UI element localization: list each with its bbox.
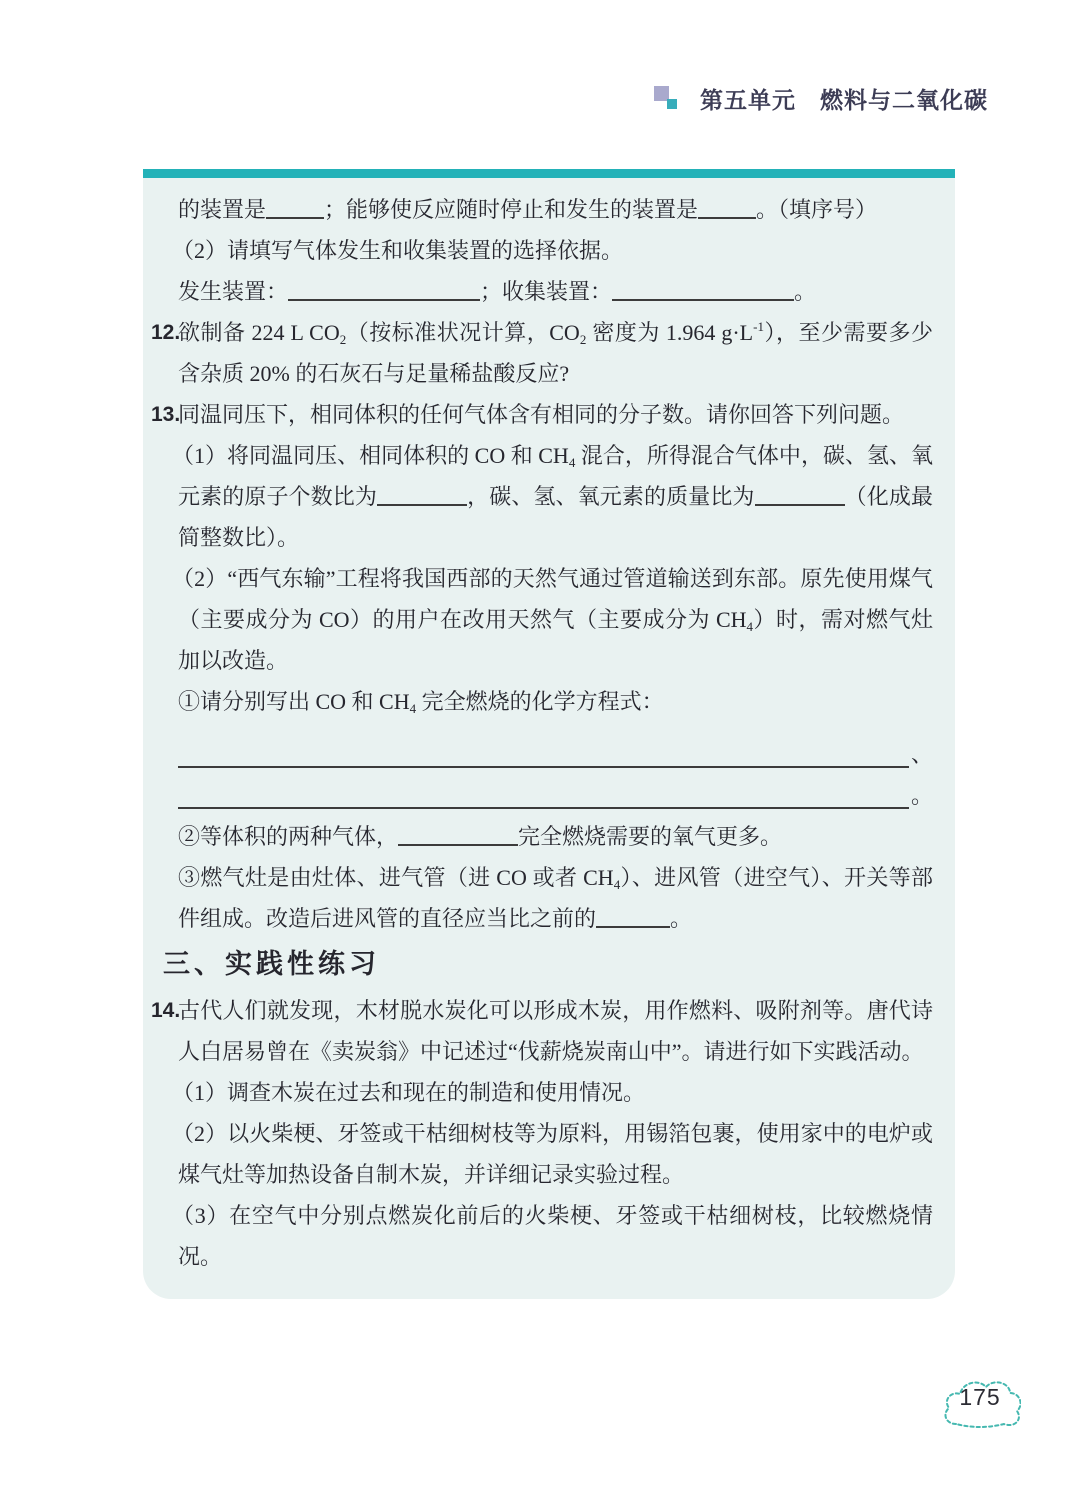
unit-marker-icon (654, 86, 680, 112)
blank-field (612, 282, 794, 301)
subscript: 4 (746, 619, 754, 634)
text-run: （1）调查木炭在过去和现在的制造和使用情况。 (172, 1080, 646, 1105)
paragraph (178, 271, 933, 312)
paragraph (178, 681, 933, 722)
text-run: ；能够使反应随时停止和发生的装置是 (324, 197, 699, 222)
text-run: 。 (670, 906, 693, 931)
paragraph (172, 435, 933, 558)
paragraph (172, 558, 933, 681)
blank-field (288, 282, 480, 301)
page-number-cloud (939, 1375, 1021, 1435)
answer-line (178, 775, 933, 816)
blank-field (755, 487, 845, 506)
text-run: ②等体积的两种气体， (178, 824, 399, 849)
unit-label: 第五单元 (700, 87, 796, 113)
unit-title: 燃料与二氧化碳 (820, 87, 988, 113)
paragraph (172, 1072, 933, 1113)
subscript: 4 (409, 701, 417, 716)
text-run: 完全燃烧需要的氧气更多。 (518, 824, 783, 849)
paragraph (178, 189, 933, 230)
text-run: 完全燃烧的化学方程式： (416, 689, 664, 714)
paragraph (178, 816, 933, 857)
text-run: 密度为 1.964 g·L (586, 320, 754, 345)
blank-field (698, 200, 756, 219)
answer-rule (178, 766, 909, 768)
answer-line-tail: 、 (910, 742, 933, 767)
paragraph (172, 1195, 933, 1277)
question-item (151, 394, 933, 435)
running-head (654, 82, 988, 115)
text-run: （按标准状况计算，CO (346, 320, 580, 345)
text-run: ，碳、氢、氧元素的质量比为 (467, 484, 755, 509)
question-item (151, 990, 933, 1072)
blank-field (377, 487, 467, 506)
subscript: 2 (339, 332, 347, 347)
text-run: ；收集装置： (480, 279, 613, 304)
answer-line-tail: 。 (910, 783, 933, 808)
square-teal-icon (667, 99, 677, 109)
text-run: ）时，需对燃气灶加以改造。 (178, 607, 933, 673)
text-run: 。（填序号） (756, 197, 878, 222)
paragraph (178, 857, 933, 939)
blank-field (596, 909, 670, 928)
superscript: -1 (753, 319, 764, 334)
text-run: ）、进风管（进空气）、开关等部件组成。改造后进风管的直径应当比之前的 (178, 865, 933, 931)
paragraph (172, 230, 933, 271)
panel-top-bar (143, 169, 955, 178)
paragraph (172, 1113, 933, 1195)
question-item (151, 312, 934, 394)
text-run: 发生装置： (178, 279, 289, 304)
question-number: 13. (151, 403, 181, 426)
text-run: 。 (794, 279, 817, 304)
text-run: （1）将同温同压、相同体积的 CO 和 CH (172, 443, 569, 468)
text-run: （3）在空气中分别点燃炭化前后的火柴梗、牙签或干枯细树枝，比较燃烧情况。 (172, 1203, 933, 1269)
exercise-panel (143, 169, 955, 1299)
blank-field (266, 200, 324, 219)
text-run: （2）以火柴梗、牙签或干枯细树枝等为原料，用锡箔包裹，使用家中的电炉或煤气灶等加热设备自制木炭，并详细记录实验过程。 (172, 1121, 933, 1187)
blank-field (398, 827, 518, 846)
subscript: 4 (613, 877, 621, 892)
answer-rule (178, 807, 909, 809)
text-run: ①请分别写出 CO 和 CH (178, 689, 410, 714)
text-run: （2）请填写气体发生和收集装置的选择依据。 (172, 238, 624, 263)
text-run: 古代人们就发现，木材脱水炭化可以形成木炭，用作燃料、吸附剂等。唐代诗人白居易曾在《卖炭翁》中记述过“伐薪烧炭南山中”。请进行如下实践活动。 (178, 998, 933, 1064)
exercise-content (143, 178, 955, 1283)
section-heading: 三、实践性练习 (163, 949, 380, 979)
text-run: 欲制备 224 L CO (178, 320, 340, 345)
text-run: （化成最简整数比）。 (178, 484, 933, 550)
question-number: 12. (151, 321, 181, 344)
text-run: ③燃气灶是由灶体、进气管（进 CO 或者 CH (178, 865, 614, 890)
text-run: 混合，所得混合气体中，碳、氢、氧元素的原子个数比为 (178, 443, 933, 509)
text-run: （2）“西气东输”工程将我国西部的天然气通过管道输送到东部。原先使用煤气（主要成分为 CO）的用户在改用天然气（主要成分为 CH (172, 566, 933, 632)
question-number: 14. (151, 999, 181, 1022)
text-run: 的装置是 (178, 197, 267, 222)
subscript: 4 (568, 455, 576, 470)
chapter-title (700, 82, 988, 115)
page-number: 175 (959, 1384, 1001, 1410)
subscript: 2 (579, 332, 587, 347)
text-run: ），至少需要多少含杂质 20% 的石灰石与足量稀盐酸反应? (178, 320, 934, 386)
answer-line (178, 734, 933, 775)
text-run: 同温同压下，相同体积的任何气体含有相同的分子数。请你回答下列问题。 (178, 402, 905, 427)
